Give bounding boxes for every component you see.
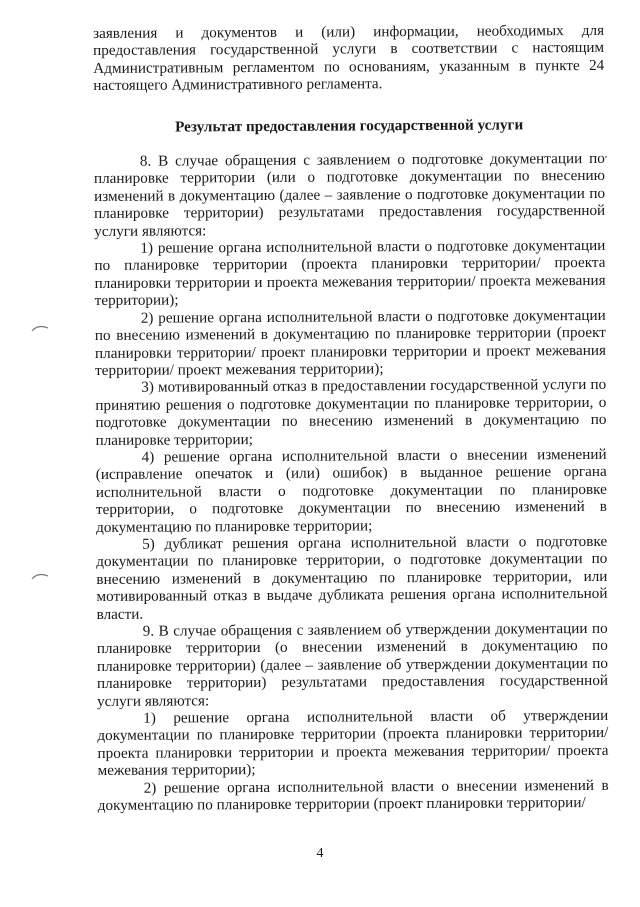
intro-paragraph: заявления и документов и (или) информации, необходимых для предоставления государственной услуги в соответствии с настоящим Административным регламентом по основаниям, указанным в пункте 24 настоящего Административного регламента.: [93, 21, 605, 95]
paragraph: 3) мотивированный отказ в предоставлении государственной услуги по принятию решения о подготовке документации по планировке территории, о подготовке документации по внесению изменений в документацию по планировке территории;: [95, 376, 607, 449]
paragraph: 9. В случае обращения с заявлением об утверждении документации по планировке территории (о внесении изменений в документацию по планировке территории) (далее – заявление об утверждении документации по планировке территории) результатами предоставления государственной услуги являются:: [96, 619, 609, 710]
paragraph: 4) решение органа исполнительной власти о внесении изменений (исправление опечаток и (или) ошибок) в выданное решение органа исполнительной власти о подготовке документации по планировке территории, о подготовке документации по внесению изменений в документацию по планировке территории;: [95, 445, 608, 536]
page-number: 4: [316, 846, 324, 861]
paragraph: 1) решение органа исполнительной власти о подготовке документации по планировке территории (проекта планировки территории/ проекта планировки территории и проекта межевания территории/ проекта межевания территории);: [94, 236, 606, 310]
scan-dot-icon: [604, 155, 608, 159]
paragraph: 2) решение органа исполнительной власти о подготовке документации по внесению изменений в документацию по планировке территории (проект планировки территории/ проект планировки территории и проект межевания территории/ проект межевания территории);: [94, 306, 607, 379]
scan-mark-icon: [30, 322, 50, 334]
section-heading: Результат предоставления государственной услуги: [175, 115, 524, 136]
paragraph: 8. В случае обращения с заявлением о подготовке документации по планировке территории (или о подготовке документации по внесению изменений в документацию (далее – заявление о подготовке документации по планировке территории) результатами предоставления государственной услуги являются:: [93, 149, 606, 240]
paragraph: 5) дубликат решения органа исполнительной власти о подготовке документации по планировке территории, о подготовке документации по внесению изменений в документацию по планировке территории, или мотивированный отказ в выдаче дубликата решения органа исполнительной власти.: [96, 532, 608, 623]
paragraph: 1) решение органа исполнительной власти об утверждении документации по планировке территории (проекта планировки территории/ проекта планировки территории и проекта межевания территории/ проекта межевания территории);: [97, 706, 609, 780]
scan-mark-icon: [30, 570, 50, 582]
paragraph: 2) решение органа исполнительной власти о внесении изменений в документацию по планировке территории (проект планировки территории/: [97, 776, 609, 815]
document-body: [93, 22, 609, 815]
